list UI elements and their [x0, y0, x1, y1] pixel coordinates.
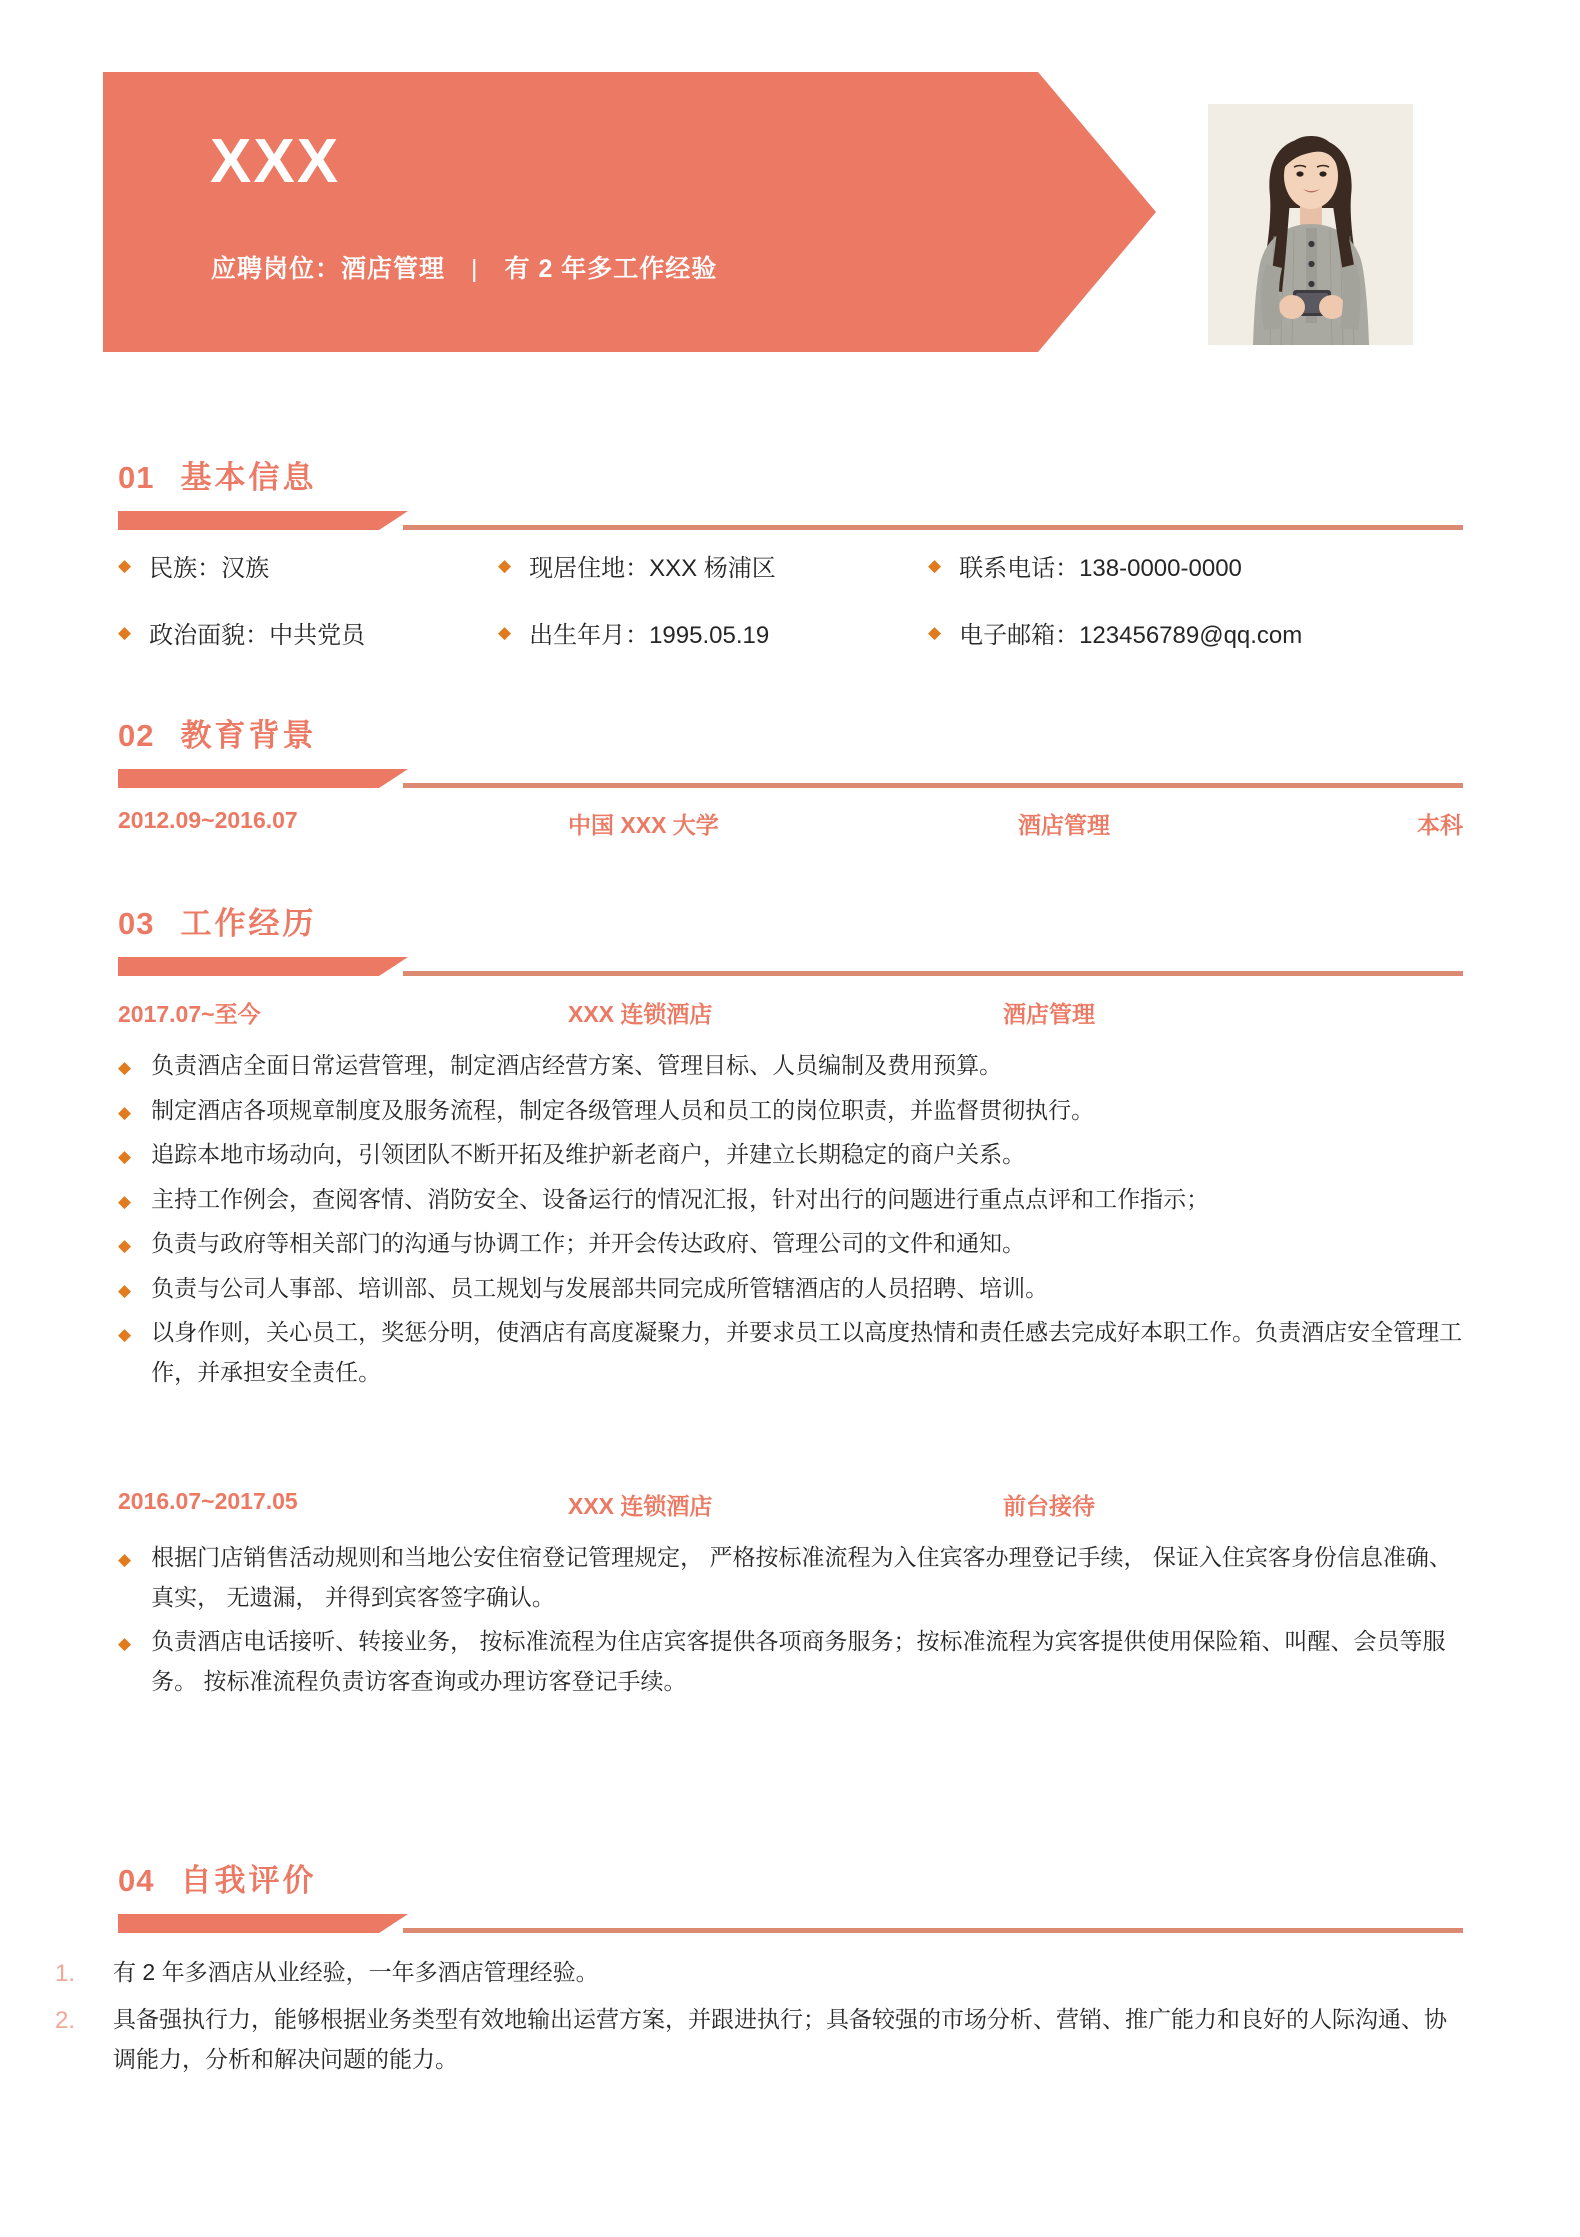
work-bullet — [118, 1224, 1463, 1264]
education-degree: 本科 — [1417, 812, 1463, 838]
work-bullet-text: 以身作则，关心员工，奖惩分明，使酒店有高度凝聚力，并要求员工以高度热情和责任感去完成好本职工作。负责酒店安全管理工作，并承担安全责任。 — [151, 1319, 1463, 1385]
divider-thick-bar — [118, 769, 408, 788]
divider-thick-bar — [118, 511, 408, 530]
info-item-email — [928, 615, 1463, 650]
work-company: XXX 连锁酒店 — [568, 1493, 713, 1519]
section-label: 教育背景 — [180, 718, 317, 753]
work-date: 2017.07~至今 — [118, 1001, 261, 1027]
evaluation-number: 2. — [55, 2007, 76, 2035]
diamond-bullet-icon: ◆ — [118, 1191, 132, 1211]
evaluation-item — [55, 1953, 1465, 1994]
section-number: 03 — [118, 906, 155, 941]
subtitle-separator: | — [471, 255, 479, 283]
section-divider — [118, 769, 1463, 791]
work-bullet-text: 根据门店销售活动规则和当地公安住宿登记管理规定， 严格按标准流程为入住宾客办理登记手续， 保证入住宾客身份信息准确、 真实， 无遗漏， 并得到宾客签字确认。 — [151, 1544, 1452, 1610]
evaluation-item — [55, 2000, 1465, 2079]
work-bullet — [118, 1091, 1463, 1131]
work-bullet-text: 追踪本地市场动向，引领团队不断开拓及维护新老商户，并建立长期稳定的商户关系。 — [151, 1141, 1026, 1168]
info-item-political-status — [118, 615, 498, 650]
section-number: 01 — [118, 460, 155, 495]
info-item-birthdate — [498, 615, 928, 650]
info-text: 现居住地：XXX 杨浦区 — [529, 555, 776, 582]
info-text: 电子邮箱：123456789@qq.com — [959, 622, 1303, 649]
section-divider — [118, 511, 1463, 533]
info-text: 政治面貌：中共党员 — [149, 622, 366, 649]
candidate-name: XXX — [210, 127, 341, 196]
info-item-residence — [498, 548, 928, 583]
diamond-bullet-icon: ◆ — [928, 623, 942, 642]
evaluation-text: 有 2 年多酒店从业经验，一年多酒店管理经验。 — [113, 1959, 599, 1985]
candidate-photo — [1208, 104, 1413, 345]
diamond-bullet-icon: ◆ — [118, 1634, 132, 1654]
section-header-education — [118, 710, 1463, 791]
section-divider — [118, 1914, 1463, 1936]
divider-thin-line — [403, 971, 1463, 976]
divider-thick-bar — [118, 1914, 408, 1933]
header-banner-shape — [103, 72, 1156, 352]
work-entry-1 — [118, 996, 1463, 1397]
applied-position: 应聘岗位：酒店管理 — [211, 255, 446, 283]
work-bullet-text: 主持工作例会，查阅客情、消防安全、设备运行的情况汇报，针对出行的问题进行重点点评和工作指示； — [151, 1185, 1210, 1212]
section-divider — [118, 957, 1463, 979]
basic-info-grid — [118, 548, 1463, 650]
divider-thin-line — [403, 525, 1463, 530]
evaluation-number: 1. — [55, 1960, 76, 1987]
work-bullet — [118, 1135, 1463, 1175]
header-subtitle — [211, 249, 717, 285]
section-header-self-evaluation — [118, 1855, 1463, 1936]
education-date: 2012.09~2016.07 — [118, 807, 298, 833]
divider-thin-line — [403, 783, 1463, 788]
work-bullet-text: 负责酒店电话接听、转接业务， 按标准流程为住店宾客提供各项商务服务；按标准流程为宾客提供使用保险箱、叫醒、会员等服务。 按标准流程负责访客查询或办理访客登记手续。 — [151, 1628, 1446, 1694]
photo-illustration — [1208, 104, 1413, 345]
work-company: XXX 连锁酒店 — [568, 1001, 713, 1027]
diamond-bullet-icon: ◆ — [928, 556, 942, 575]
work-date: 2016.07~2017.05 — [118, 1488, 298, 1514]
diamond-bullet-icon: ◆ — [118, 1550, 132, 1569]
work-bullet — [118, 1622, 1463, 1701]
work-bullet-text: 负责与公司人事部、培训部、员工规划与发展部共同完成所管辖酒店的人员招聘、培训。 — [151, 1274, 1049, 1301]
info-text: 出生年月：1995.05.19 — [529, 622, 770, 649]
work-bullet — [118, 1313, 1463, 1392]
work-role: 酒店管理 — [1003, 1001, 1095, 1027]
diamond-bullet-icon: ◆ — [118, 556, 132, 575]
diamond-bullet-icon: ◆ — [118, 1236, 132, 1256]
section-header-basic-info — [118, 452, 1463, 533]
education-school: 中国 XXX 大学 — [568, 812, 719, 838]
section-title-basic-info — [118, 452, 1463, 497]
experience-years: 有 2 年多工作经验 — [504, 255, 718, 283]
work-bullet — [118, 1046, 1463, 1086]
work-bullet — [118, 1180, 1463, 1220]
work-bullet-text: 制定酒店各项规章制度及服务流程，制定各级管理人员和员工的岗位职责，并监督贯彻执行。 — [151, 1096, 1095, 1123]
info-item-ethnicity — [118, 548, 498, 583]
education-major: 酒店管理 — [1018, 812, 1110, 838]
work-bullet-list — [118, 1046, 1463, 1392]
section-number: 02 — [118, 718, 155, 753]
info-item-phone — [928, 548, 1463, 583]
section-number: 04 — [118, 1863, 155, 1898]
section-title-self-evaluation — [118, 1855, 1463, 1900]
work-entry-2 — [118, 1488, 1463, 1706]
section-label: 工作经历 — [180, 906, 317, 941]
diamond-bullet-icon: ◆ — [498, 623, 512, 642]
diamond-bullet-icon: ◆ — [498, 556, 512, 575]
info-text: 民族：汉族 — [149, 555, 270, 582]
diamond-bullet-icon: ◆ — [118, 1325, 132, 1345]
section-label: 自我评价 — [180, 1863, 317, 1898]
work-entry-header — [118, 996, 1463, 1036]
diamond-bullet-icon: ◆ — [118, 1280, 132, 1300]
divider-thin-line — [403, 1928, 1463, 1933]
work-bullet-text: 负责与政府等相关部门的沟通与协调工作；并开会传达政府、管理公司的文件和通知。 — [151, 1230, 1026, 1257]
diamond-bullet-icon: ◆ — [118, 1102, 132, 1122]
section-header-work-experience — [118, 898, 1463, 979]
work-bullet — [118, 1269, 1463, 1309]
divider-thick-bar — [118, 957, 408, 976]
diamond-bullet-icon: ◆ — [118, 1058, 132, 1077]
info-text: 联系电话：138-0000-0000 — [959, 555, 1242, 582]
work-bullet-text: 负责酒店全面日常运营管理，制定酒店经营方案、管理目标、人员编制及费用预算。 — [151, 1052, 1003, 1078]
work-bullet — [118, 1538, 1463, 1617]
diamond-bullet-icon: ◆ — [118, 1147, 132, 1167]
work-bullet-list — [118, 1538, 1463, 1701]
section-title-education — [118, 710, 1463, 755]
work-entry-header — [118, 1488, 1463, 1528]
section-label: 基本信息 — [180, 460, 317, 495]
header-banner-wrapper — [103, 72, 1156, 352]
evaluation-text: 具备强执行力，能够根据业务类型有效地输出运营方案，并跟进执行；具备较强的市场分析、营销、推广能力和良好的人际沟通、协调能力，分析和解决问题的能力。 — [113, 2006, 1447, 2072]
section-title-work-experience — [118, 898, 1463, 943]
work-role: 前台接待 — [1003, 1493, 1095, 1519]
self-evaluation-list — [55, 1953, 1465, 2085]
diamond-bullet-icon: ◆ — [118, 623, 132, 642]
